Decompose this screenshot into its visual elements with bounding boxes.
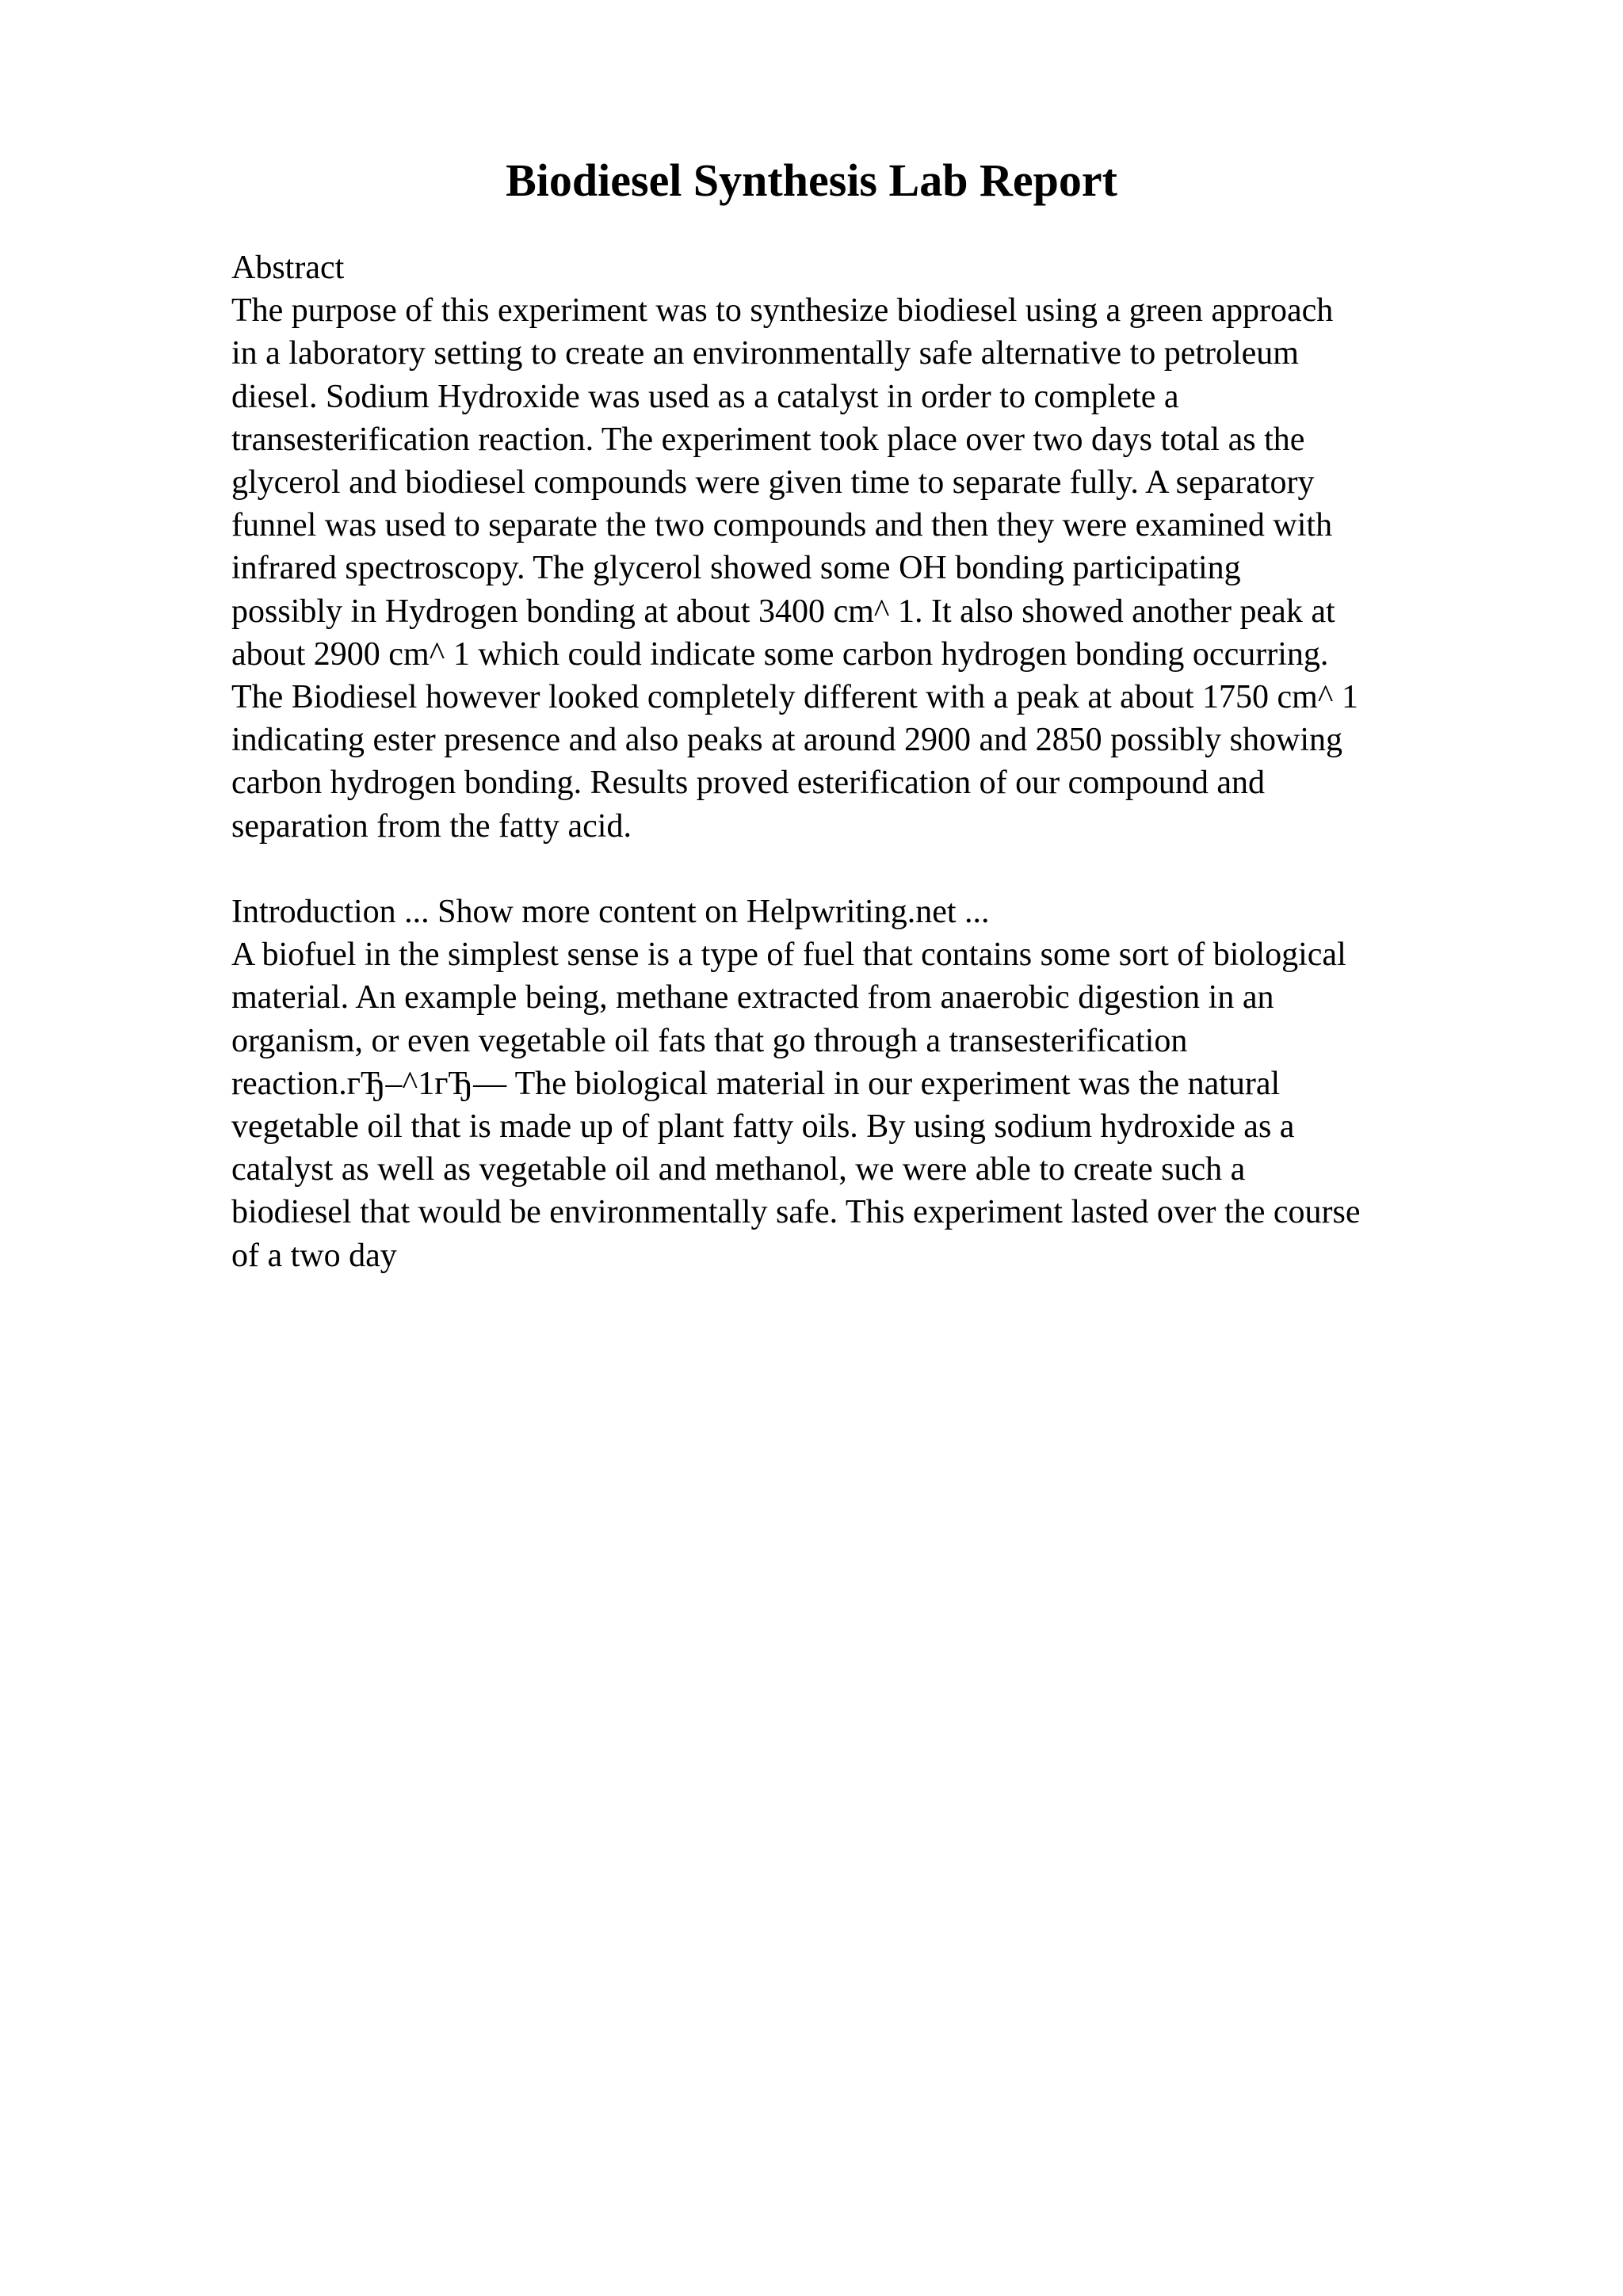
abstract-line: diesel. Sodium Hydroxide was used as a catalyst in order to complete a (231, 378, 1179, 415)
document-title: Biodiesel Synthesis Lab Report (506, 154, 1117, 206)
abstract-line: transesterification reaction. The experiment took place over two days total as the (231, 421, 1305, 458)
abstract-line: in a laboratory setting to create an environmentally safe alternative to petroleum (231, 335, 1299, 372)
abstract-line: about 2900 cm^ 1 which could indicate some carbon hydrogen bonding occurring. (231, 635, 1329, 673)
introduction-heading: Introduction ... Show more content on Helpwriting.net ... (231, 894, 990, 930)
abstract-section (231, 246, 1499, 848)
abstract-line: glycerol and biodiesel compounds were given time to separate fully. A separatory (231, 464, 1315, 502)
abstract-line: indicating ester presence and also peaks at around 2900 and 2850 possibly showing (231, 722, 1343, 759)
abstract-line: The purpose of this experiment was to synthesize biodiesel using a green approach (231, 292, 1334, 330)
introduction-line: vegetable oil that is made up of plant fatty oils. By using sodium hydroxide as a (231, 1108, 1295, 1146)
introduction-line: of a two day (231, 1237, 397, 1274)
abstract-line: separation from the fatty acid. (231, 807, 632, 845)
introduction-line: material. An example being, methane extracted from anaerobic digestion in an (231, 979, 1274, 1016)
abstract-line: infrared spectroscopy. The glycerol showed some OH bonding participating (231, 550, 1241, 587)
abstract-line: carbon hydrogen bonding. Results proved esterification of our compound and (231, 765, 1266, 802)
introduction-line: reaction.гЂ–^1гЂ— The biological material in our experiment was the natural (231, 1065, 1281, 1102)
abstract-line: funnel was used to separate the two compounds and then they were examined with (231, 507, 1333, 544)
introduction-line: catalyst as well as vegetable oil and methanol, we were able to create such a (231, 1151, 1246, 1188)
abstract-line: The Biodiesel however looked completely different with a peak at about 1750 cm^ 1 (231, 679, 1359, 716)
introduction-line: organism, or even vegetable oil fats that go through a transesterification (231, 1022, 1188, 1059)
introduction-line: A biofuel in the simplest sense is a type of fuel that contains some sort of biological (231, 936, 1346, 974)
abstract-line: possibly in Hydrogen bonding at about 3400 cm^ 1. It also showed another peak at (231, 593, 1335, 630)
introduction-section (231, 891, 1499, 1277)
introduction-line: biodiesel that would be environmentally safe. This experiment lasted over the course (231, 1194, 1361, 1231)
abstract-heading: Abstract (231, 250, 345, 286)
